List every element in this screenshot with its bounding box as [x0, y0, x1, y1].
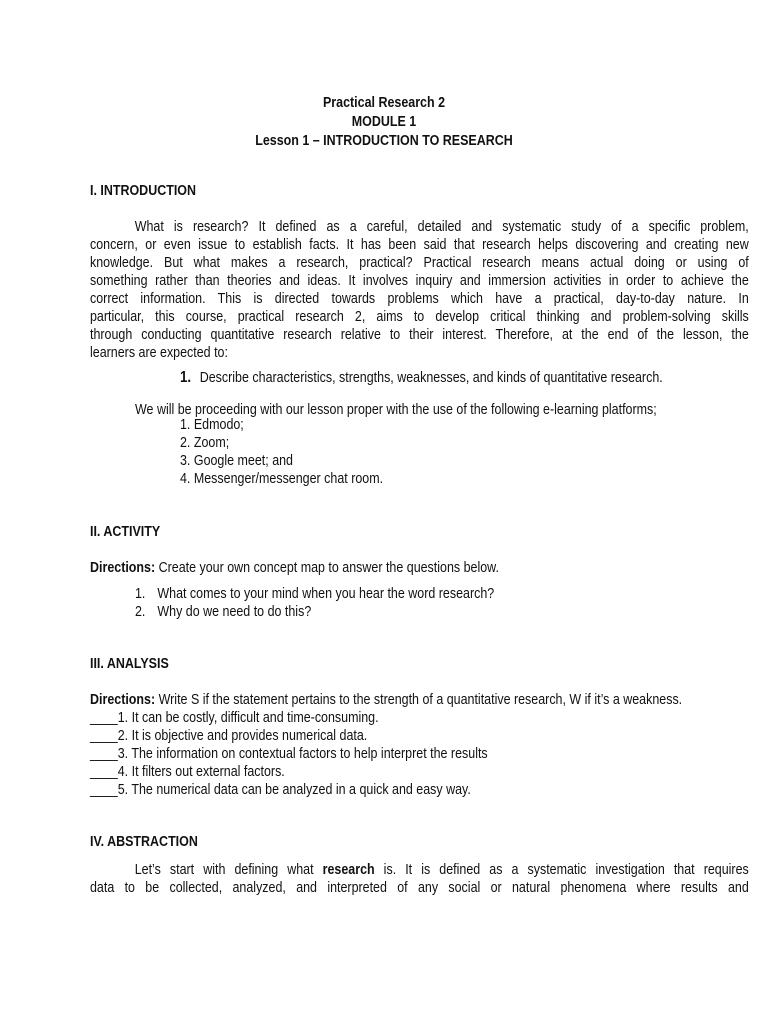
paragraph-line: through conducting quantitative research relative to their interest. Therefore, at the end of the lesson, the — [90, 327, 749, 343]
analysis-heading: III. ANALYSIS — [90, 656, 169, 672]
course-title: Practical Research 2 — [322, 95, 446, 111]
platform-item: 2. Zoom; — [180, 435, 230, 451]
document-header — [0, 94, 768, 151]
introduction-heading: I. INTRODUCTION — [90, 183, 196, 199]
analysis-item: ____3. The information on contextual factors to help interpret the results — [90, 746, 488, 762]
activity-question: 1. What comes to your mind when you hear the word research? — [135, 586, 495, 602]
paragraph-line: learners are expected to: — [90, 345, 228, 361]
platform-item: 1. Edmodo; — [180, 417, 244, 433]
paragraph-line: correct information. This is directed towards problems which have a practical, day-to-day nature. In — [90, 291, 749, 307]
platform-item: 3. Google meet; and — [180, 453, 294, 469]
analysis-item: ____5. The numerical data can be analyzed in a quick and easy way. — [90, 782, 471, 798]
directions-text: Create your own concept map to answer the questions below. — [155, 560, 499, 576]
learning-objective — [180, 369, 663, 387]
abstraction-paragraph — [90, 861, 749, 897]
directions-label: Directions: — [90, 560, 156, 576]
analysis-directions — [90, 691, 682, 709]
paragraph-line: something rather than theories and ideas. It involves inquiry and immersion activities in order to achieve the — [90, 273, 749, 289]
directions-text: Write S if the statement pertains to the strength of a quantitative research, W if it’s a weakness. — [155, 692, 683, 708]
analysis-item: ____2. It is objective and provides numerical data. — [90, 728, 368, 744]
analysis-item: ____1. It can be costly, difficult and time-consuming. — [90, 710, 379, 726]
module-title: MODULE 1 — [351, 114, 417, 130]
paragraph-line: What is research? It defined as a careful, detailed and systematic study of a specific problem, — [134, 219, 749, 235]
platforms-intro: We will be proceeding with our lesson proper with the use of the following e-learning platforms; — [135, 402, 657, 418]
paragraph-line: data to be collected, analyzed, and interpreted of any social or natural phenomena where results and — [90, 880, 749, 896]
paragraph-line: knowledge. But what makes a research, practical? Practical research means actual doing or using of — [90, 255, 749, 271]
paragraph-line: particular, this course, practical research 2, aims to develop critical thinking and problem-solving skills — [90, 309, 749, 325]
directions-label: Directions: — [90, 692, 156, 708]
research-keyword: research — [322, 862, 375, 878]
objective-number: 1. — [180, 369, 192, 386]
analysis-item: ____4. It filters out external factors. — [90, 764, 285, 780]
abstraction-heading: IV. ABSTRACTION — [90, 834, 198, 850]
activity-directions — [90, 559, 499, 577]
introduction-paragraph — [90, 218, 749, 362]
lesson-title: Lesson 1 – INTRODUCTION TO RESEARCH — [255, 133, 513, 149]
paragraph-line: Let’s start with defining what research is. It is defined as a systematic investigation that requires — [134, 862, 749, 878]
platform-item: 4. Messenger/messenger chat room. — [180, 471, 384, 487]
objective-text: Describe characteristics, strengths, weaknesses, and kinds of quantitative research. — [199, 370, 663, 386]
activity-heading: II. ACTIVITY — [90, 524, 161, 540]
paragraph-line: concern, or even issue to establish facts. It has been said that research helps discovering and creating new — [90, 237, 749, 253]
activity-question: 2. Why do we need to do this? — [135, 604, 312, 620]
